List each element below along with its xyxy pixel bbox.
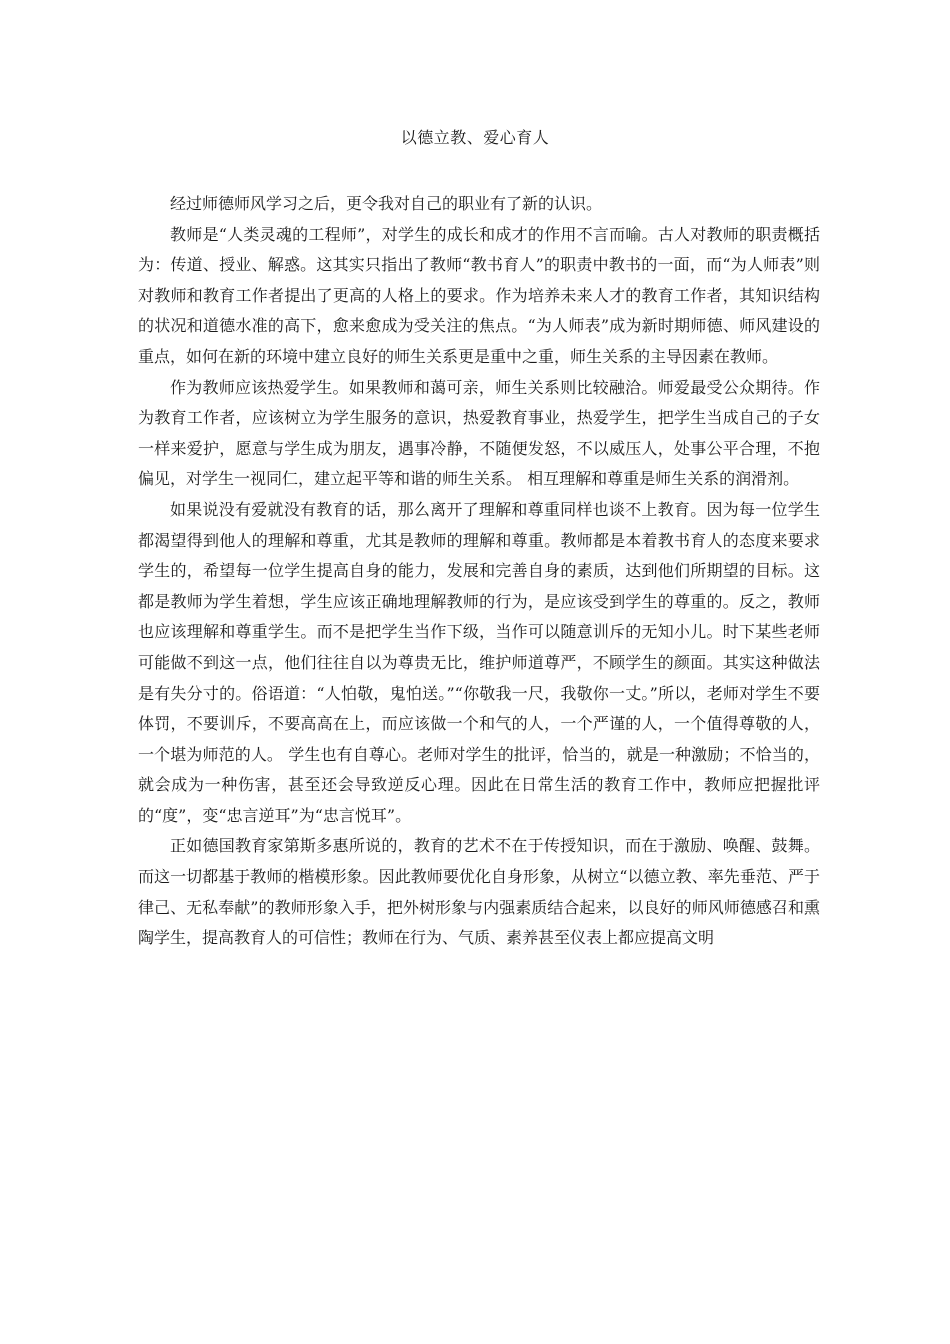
- paragraph: 作为教师应该热爱学生。如果教师和蔼可亲，师生关系则比较融洽。师爱最受公众期待。作为教育工作者，应该树立为学生服务的意识，热爱教育事业，热爱学生，把学生当成自己的子女一样来爱护，愿意与学生成为朋友，遇事冷静，不随便发怒，不以威压人，处事公平合理，不抱偏见，对学生一视同仁，建立起平等和谐的师生关系。 相互理解和尊重是师生关系的润滑剂。: [138, 377, 820, 489]
- paragraph: 经过师德师风学习之后，更令我对自己的职业有了新的认识。: [170, 194, 603, 213]
- paragraph: 正如德国教育家第斯多惠所说的，教育的艺术不在于传授知识，而在于激励、唤醒、鼓舞。而这一切都基于教师的楷模形象。因此教师要优化自身形象，从树立“以德立教、率先垂范、严于律己、无私奉献”的教师形象入手，把外树形象与内强素质结合起来，以良好的师风师德感召和熏陶学生，提高教育人的可信性；教师在行为、气质、素养甚至仪表上都应提高文明: [138, 836, 820, 948]
- paragraph: 如果说没有爱就没有教育的话，那么离开了理解和尊重同样也谈不上教育。因为每一位学生都渴望得到他人的理解和尊重，尤其是教师的理解和尊重。教师都是本着教书育人的态度来要求学生的，希望每一位学生提高自身的能力，发展和完善自身的素质，达到他们所期望的目标。这都是教师为学生着想，学生应该正确地理解教师的行为，是应该受到学生的尊重的。反之，教师也应该理解和尊重学生。而不是把学生当作下级，当作可以随意训斥的无知小儿。时下某些老师可能做不到这一点，他们往往自以为尊贵无比，维护师道尊严，不顾学生的颜面。其实这种做法是有失分寸的。俗语道：“人怕敬，鬼怕送。”“你敬我一尺，我敬你一丈。”所以，老师对学生不要体罚，不要训斥，不要高高在上，而应该做一个和气的人，一个严谨的人，一个值得尊敬的人，一个堪为师范的人。 学生也有自尊心。老师对学生的批评，恰当的，就是一种激励；不恰当的，就会成为一种伤害，甚至还会导致逆反心理。因此在日常生活的教育工作中，教师应把握批评的“度”，变“忠言逆耳”为“忠言悦耳”。: [138, 499, 820, 825]
- document-title: 以德立教、爱心育人: [400, 128, 550, 147]
- document-body: [138, 189, 820, 954]
- paragraph: 教师是“人类灵魂的工程师”，对学生的成长和成才的作用不言而喻。古人对教师的职责概括为：传道、授业、解惑。这其实只指出了教师“教书育人”的职责中教书的一面，而“为人师表”则对教师和教育工作者提出了更高的人格上的要求。作为培养未来人才的教育工作者，其知识结构的状况和道德水准的高下，愈来愈成为受关注的焦点。“为人师表”成为新时期师德、师风建设的重点，如何在新的环境中建立良好的师生关系更是重中之重，师生关系的主导因素在教师。: [138, 224, 820, 366]
